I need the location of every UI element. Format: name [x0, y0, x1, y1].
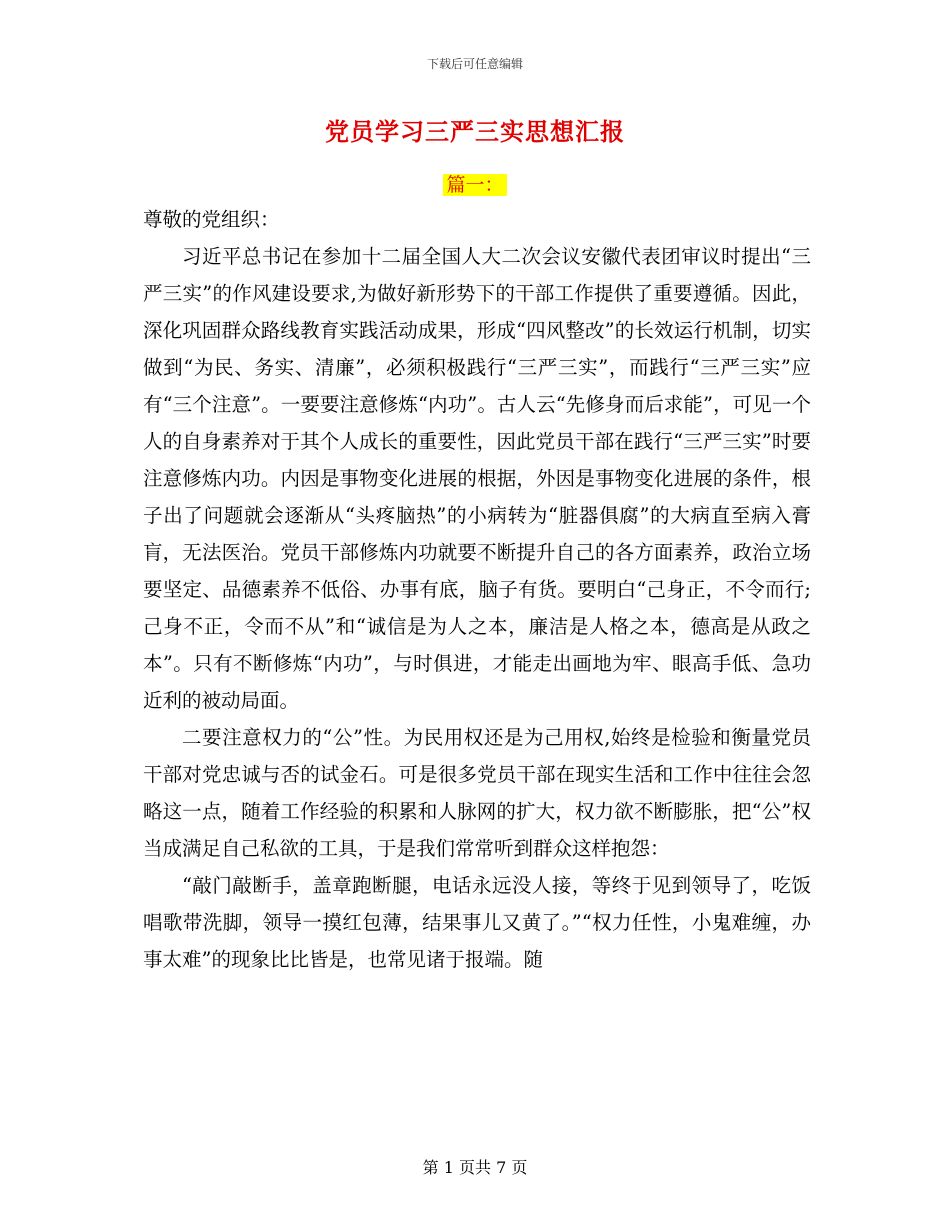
- document-title: 党员学习三严三实思想汇报: [325, 117, 625, 146]
- paragraph: 习近平总书记在参加十二届全国人大二次会议安徽代表团审议时提出“三严三实”的作风建设要求,为做好新形势下的干部工作提供了重要遵循。因此，深化巩固群众路线教育实践活动成果，形成“四风整改”的长效运行机制，切实做到“为民、务实、清廉”，必须积极践行“三严三实”，而践行“三严三实”应有“三个注意”。一要要注意修炼“内功”。古人云“先修身而后求能”，可见一个人的自身素养对于其个人成长的重要性，因此党员干部在践行“三严三实”时要注意修炼内功。内因是事物变化进展的根据，外因是事物变化进展的条件，根子出了问题就会逐渐从“头疼脑热”的小病转为“脏器俱腐”的大病直至病入膏肓，无法医治。党员干部修炼内功就要不断提升自己的各方面素养，政治立场要坚定、品德素养不低俗、办事有底，脑子有货。要明白“己身正，不令而行;己身不正，令而不从”和“诚信是为人之本，廉洁是人格之本，德高是从政之本”。只有不断修炼“内功”，与时俱进，才能走出画地为牢、眼高手低、急功近利的被动局面。: [143, 245, 811, 712]
- page-header-note: 下载后可任意编辑: [426, 57, 523, 71]
- document-body: [143, 201, 811, 978]
- page-footer: 第 1 页共 7 页: [422, 1158, 528, 1177]
- section-label: 篇一：: [443, 174, 506, 196]
- salutation: 尊敬的党组织：: [143, 208, 280, 231]
- section-heading: [0, 170, 950, 197]
- paragraph: “敲门敲断手，盖章跑断腿，电话永远没人接，等终于见到领导了，吃饭唱歌带洗脚，领导一摸红包薄，结果事儿又黄了。”“权力任性，小鬼难缠，办事太难”的现象比比皆是，也常见诸于报端。随: [143, 874, 811, 971]
- paragraph: 二要注意权力的“公”性。为民用权还是为己用权,始终是检验和衡量党员干部对党忠诚与否的试金石。可是很多党员干部在现实生活和工作中往往会忽略这一点，随着工作经验的积累和人脉网的扩大，权力欲不断膨胀，把“公”权当成满足自己私欲的工具，于是我们常常听到群众这样抱怨：: [143, 726, 811, 860]
